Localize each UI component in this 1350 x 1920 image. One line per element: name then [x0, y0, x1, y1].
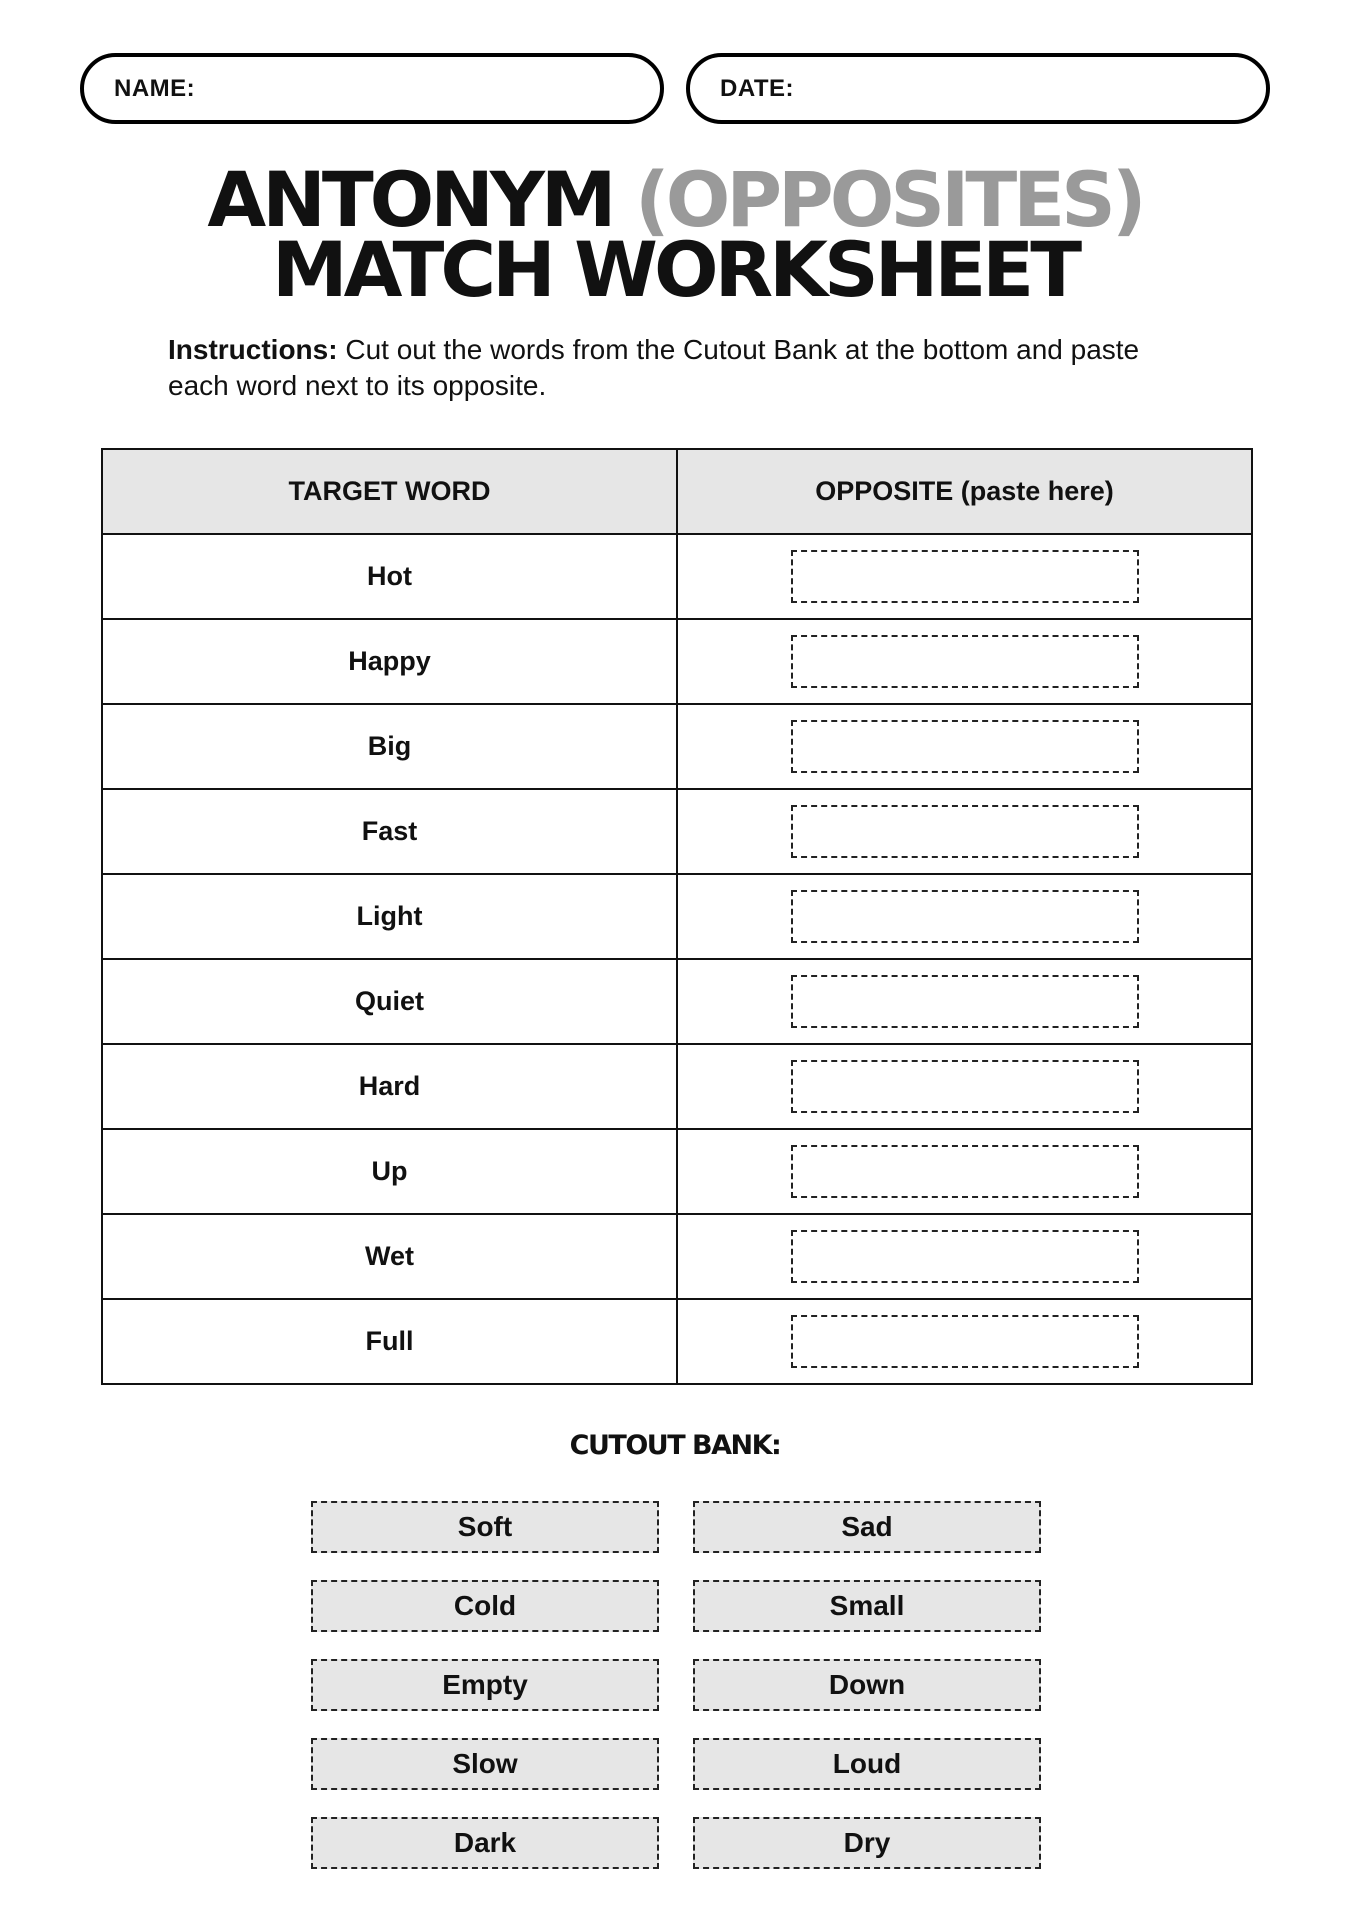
table-row [102, 704, 1252, 789]
cutout-word[interactable]: Dry [693, 1817, 1041, 1869]
cutout-word[interactable]: Soft [311, 1501, 659, 1553]
cutout-bank [311, 1501, 1041, 1869]
opposite-cell [677, 704, 1252, 789]
opposite-cell [677, 789, 1252, 874]
date-label: DATE: [720, 74, 795, 102]
page-title-line-2: MATCH WORKSHEET [271, 225, 1079, 314]
opposite-cell [677, 1129, 1252, 1214]
worksheet-table [101, 448, 1253, 1385]
instructions-label: Instructions: [168, 334, 338, 365]
target-word: Hard [102, 1044, 677, 1129]
table-row [102, 959, 1252, 1044]
paste-box[interactable] [791, 635, 1139, 688]
paste-box[interactable] [791, 720, 1139, 773]
target-word: Fast [102, 789, 677, 874]
name-field[interactable] [80, 53, 664, 124]
paste-box[interactable] [791, 890, 1139, 943]
target-word: Quiet [102, 959, 677, 1044]
cutout-word[interactable]: Small [693, 1580, 1041, 1632]
paste-box[interactable] [791, 1060, 1139, 1113]
paste-box[interactable] [791, 975, 1139, 1028]
cutout-word[interactable]: Empty [311, 1659, 659, 1711]
cutout-word[interactable]: Cold [311, 1580, 659, 1632]
opposite-cell [677, 1299, 1252, 1384]
table-row [102, 1214, 1252, 1299]
opposite-cell [677, 874, 1252, 959]
paste-box[interactable] [791, 805, 1139, 858]
opposite-cell [677, 1044, 1252, 1129]
opposite-cell [677, 959, 1252, 1044]
cutout-word[interactable]: Dark [311, 1817, 659, 1869]
target-word: Up [102, 1129, 677, 1214]
table-row [102, 789, 1252, 874]
cutout-word[interactable]: Down [693, 1659, 1041, 1711]
paste-box[interactable] [791, 550, 1139, 603]
instructions [168, 332, 1198, 404]
cutout-word[interactable]: Loud [693, 1738, 1041, 1790]
table-row [102, 619, 1252, 704]
table-row [102, 874, 1252, 959]
cutout-bank-title: CUTOUT BANK: [569, 1430, 781, 1461]
opposite-cell [677, 1214, 1252, 1299]
target-word: Light [102, 874, 677, 959]
table-row [102, 534, 1252, 619]
opposite-cell [677, 534, 1252, 619]
paste-box[interactable] [791, 1230, 1139, 1283]
title-main: ANTONYM [207, 155, 613, 244]
target-word: Wet [102, 1214, 677, 1299]
target-word: Big [102, 704, 677, 789]
table-row [102, 1129, 1252, 1214]
table-header-row [102, 449, 1252, 534]
paste-box[interactable] [791, 1145, 1139, 1198]
instructions-text: Cut out the words from the Cutout Bank at the bottom and paste each word next to its opposite. [168, 334, 1140, 401]
table-row [102, 1044, 1252, 1129]
table-row [102, 1299, 1252, 1384]
title-accent: (OPPOSITES) [635, 155, 1143, 244]
paste-box[interactable] [791, 1315, 1139, 1368]
date-field[interactable] [686, 53, 1270, 124]
target-word: Full [102, 1299, 677, 1384]
table-body [102, 534, 1252, 1384]
opposite-cell [677, 619, 1252, 704]
column-header-target-word: TARGET WORD [102, 449, 677, 534]
name-label: NAME: [114, 74, 196, 102]
cutout-word[interactable]: Sad [693, 1501, 1041, 1553]
column-header-opposite: OPPOSITE (paste here) [677, 449, 1252, 534]
cutout-word[interactable]: Slow [311, 1738, 659, 1790]
target-word: Hot [102, 534, 677, 619]
target-word: Happy [102, 619, 677, 704]
